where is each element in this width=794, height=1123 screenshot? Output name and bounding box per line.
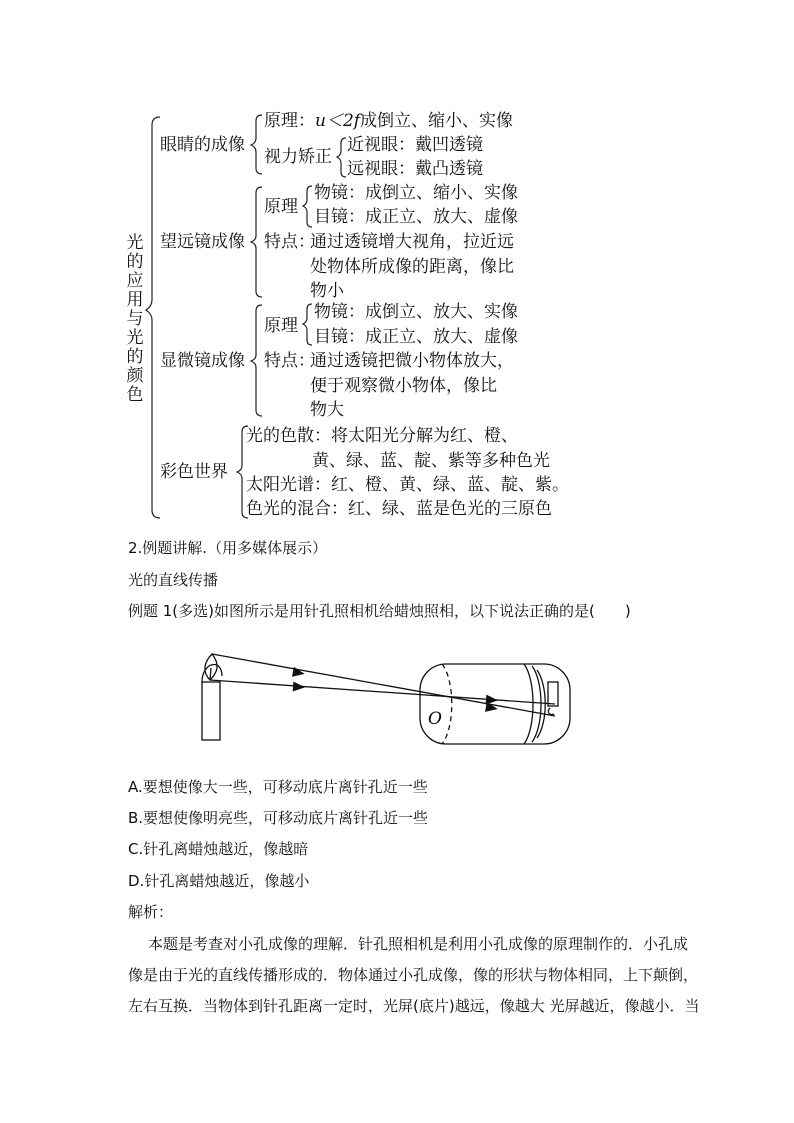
- analysis-line: 像是由于光的直线传播形成的．物体通过小孔成像，像的形状与物体相同，上下颠倒，: [128, 966, 699, 984]
- eye-brace: [251, 115, 262, 174]
- eye-principle-rest: 成倒立、缩小、实像: [360, 111, 514, 131]
- light-ray-bottom: [210, 680, 555, 704]
- arrow-bottom-1: [293, 682, 306, 693]
- eye-principle-label: 原理：: [264, 111, 315, 131]
- telescope-feature-line: 处物体所成像的距离，像比: [310, 257, 514, 277]
- telescope-feature-line: 通过透镜增大视角，拉近远: [310, 232, 514, 252]
- microscope-feature-line: 物大: [310, 400, 344, 420]
- eye-correction-label: 视力矫正: [264, 147, 332, 167]
- option-b: B.要想使像明亮些，可移动底片离针孔近一些: [128, 809, 429, 827]
- eye-principle-math: u＜2f: [315, 111, 361, 131]
- microscope-principle-brace: [303, 304, 312, 345]
- eye-principle: [264, 111, 513, 131]
- eye-title: 眼睛的成像: [160, 135, 245, 155]
- candle-flame-icon: [205, 654, 217, 680]
- color-mixing: 色光的混合：红、绿、蓝是色光的三原色: [246, 499, 552, 519]
- telescope-principle-brace: [303, 186, 312, 227]
- telescope-principle-label: 原理: [264, 197, 298, 217]
- microscope-feature-line: 便于观察微小物体，像比: [310, 376, 497, 396]
- pinhole-camera-figure: [180, 640, 600, 760]
- eye-hyperopia: 远视眼：戴凸透镜: [347, 159, 483, 179]
- microscope-brace: [251, 305, 262, 416]
- color-spectrum: 太阳光谱：红、橙、黄、绿、蓝、靛、紫。: [246, 475, 569, 495]
- telescope-feature-line: 物小: [310, 281, 344, 301]
- light-ray-top: [212, 654, 555, 716]
- microscope-title: 显微镜成像: [160, 351, 245, 371]
- question-text: 例题 1(多选)如图所示是用针孔照相机给蜡烛照相，以下说法正确的是( ): [128, 602, 631, 620]
- analysis-line: 本题是考查对小孔成像的理解．针孔照相机是利用小孔成像的原理制作的．小孔成: [148, 935, 689, 953]
- microscope-principle-label: 原理: [264, 316, 298, 336]
- telescope-feature-label: 特点：: [264, 232, 315, 252]
- candle-body: [202, 682, 220, 740]
- option-a: A.要想使像大一些，可移动底片离针孔近一些: [128, 778, 428, 796]
- section-heading: 2.例题讲解.（用多媒体展示）: [128, 539, 328, 557]
- arrow-bottom-2: [486, 695, 499, 706]
- image-flame-icon: [548, 708, 554, 715]
- color-dispersion-line: 光的色散：将太阳光分解为红、橙、: [246, 426, 518, 446]
- arrow-top-1: [292, 667, 306, 679]
- microscope-objective: 物镜：成倒立、放大、实像: [314, 302, 518, 322]
- option-d: D.针孔离蜡烛越近，像越小: [128, 872, 310, 890]
- telescope-eyepiece: 目镜：成正立、放大、虚像: [314, 207, 518, 227]
- color-title: 彩色世界: [160, 462, 228, 482]
- analysis-label: 解析：: [128, 903, 174, 921]
- microscope-feature-line: 通过透镜把微小物体放大，: [310, 351, 514, 371]
- mindmap-root: 光的应用与光的颜色: [126, 233, 144, 405]
- telescope-title: 望远镜成像: [160, 232, 245, 252]
- microscope-feature-label: 特点：: [264, 351, 315, 371]
- eye-myopia: 近视眼：戴凹透镜: [347, 135, 483, 155]
- eye-correction-brace: [337, 138, 346, 177]
- section-subheading: 光的直线传播: [128, 571, 219, 589]
- root-brace: [146, 117, 160, 518]
- film-front: [524, 664, 533, 744]
- microscope-eyepiece: 目镜：成正立、放大、虚像: [314, 327, 518, 347]
- option-c: C.针孔离蜡烛越近，像越暗: [128, 840, 309, 858]
- color-dispersion-line: 黄、绿、蓝、靛、紫等多种色光: [312, 451, 550, 471]
- analysis-line: 左右互换．当物体到针孔距离一定时，光屏(底片)越远，像越大 光屏越近，像越小．当: [128, 997, 700, 1015]
- telescope-brace: [251, 187, 262, 297]
- telescope-objective: 物镜：成倒立、缩小、实像: [314, 183, 518, 203]
- pinhole-label: O: [428, 709, 442, 729]
- pinhole-plane: [442, 664, 452, 744]
- image-on-film: [548, 682, 558, 706]
